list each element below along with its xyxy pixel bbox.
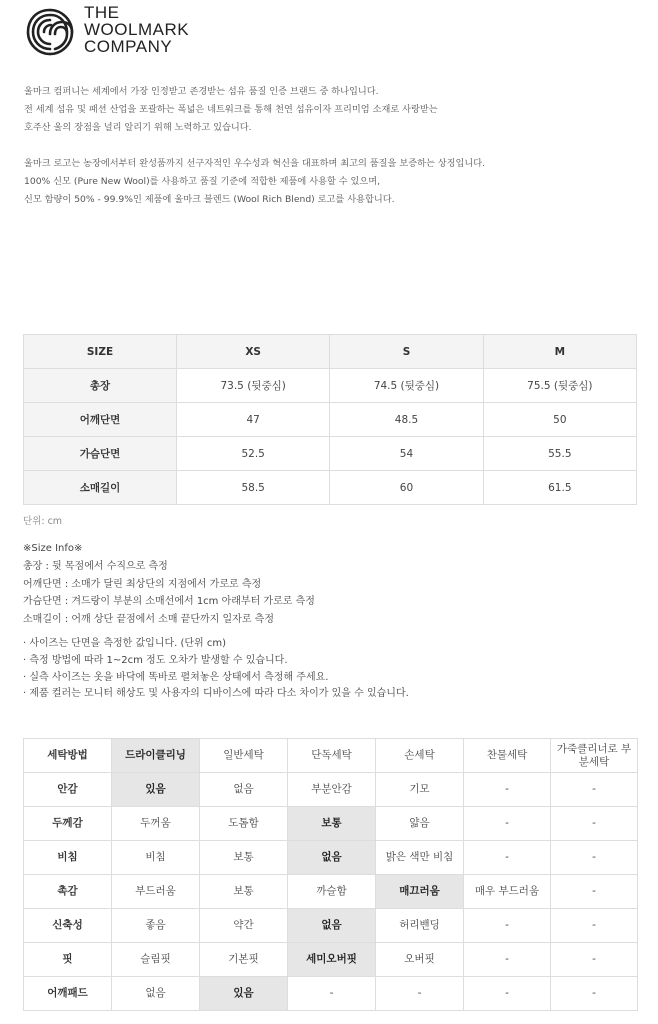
fabric-table-header <box>24 739 638 773</box>
fabric-cell: 보통 <box>200 841 288 875</box>
size-header-cell: SIZE <box>24 335 177 369</box>
fabric-table-row <box>24 977 638 1011</box>
fabric-cell: - <box>551 841 638 875</box>
fabric-row-label: 비침 <box>24 841 112 875</box>
note-line: · 실측 사이즈는 옷을 바닥에 똑바로 펼쳐놓은 상태에서 측정해 주세요. <box>23 671 329 683</box>
fabric-cell: - <box>464 773 551 807</box>
fabric-cell: 두꺼움 <box>112 807 200 841</box>
size-info-line: 가슴단면 : 겨드랑이 부분의 소매선에서 1cm 아래부터 가로로 측정 <box>23 596 315 608</box>
unit-label: 단위: cm <box>23 516 63 527</box>
intro-paragraph-2 <box>24 155 485 209</box>
logo-wordmark <box>84 4 214 55</box>
fabric-cell: 까슬함 <box>288 875 376 909</box>
size-cell: 50 <box>483 403 636 437</box>
size-cell: 54 <box>330 437 483 471</box>
fabric-cell: - <box>464 977 551 1011</box>
fabric-cell: 매우 부드러움 <box>464 875 551 909</box>
intro-paragraph-1 <box>24 83 438 137</box>
fabric-cell: 비침 <box>112 841 200 875</box>
woolmark-icon <box>24 6 76 58</box>
fabric-header-cell: 세탁방법 <box>24 739 112 773</box>
fabric-row-label: 안감 <box>24 773 112 807</box>
size-row-label: 어깨단면 <box>24 403 177 437</box>
fabric-row-label: 두께감 <box>24 807 112 841</box>
fabric-cell: - <box>464 807 551 841</box>
fabric-cell: 기모 <box>376 773 464 807</box>
fabric-row-label: 핏 <box>24 943 112 977</box>
size-header-cell: M <box>483 335 636 369</box>
size-table <box>23 334 637 505</box>
size-row-label: 가슴단면 <box>24 437 177 471</box>
fabric-cell: 얇음 <box>376 807 464 841</box>
intro-line: 울마크 컴퍼니는 세계에서 가장 인정받고 존경받는 섬유 품질 인증 브랜드 중 하나입니다. <box>24 86 379 97</box>
intro-line: 울마크 로고는 농장에서부터 완성품까지 선구자적인 우수성과 혁신을 대표하며 최고의 품질을 보증하는 상징입니다. <box>24 158 486 169</box>
fabric-cell: - <box>376 977 464 1011</box>
size-cell: 73.5 (뒷중심) <box>177 369 330 403</box>
size-table-row <box>24 403 637 437</box>
fabric-cell: - <box>551 807 638 841</box>
fabric-cell: 약간 <box>200 909 288 943</box>
fabric-table-row <box>24 909 638 943</box>
fabric-header-cell: 일반세탁 <box>200 739 288 773</box>
fabric-cell: 좋음 <box>112 909 200 943</box>
size-cell: 58.5 <box>177 471 330 505</box>
fabric-table-row <box>24 841 638 875</box>
woolmark-logo <box>24 4 204 58</box>
size-table-row <box>24 437 637 471</box>
size-info-title: ※Size Info※ <box>23 543 83 554</box>
fabric-row-label: 촉감 <box>24 875 112 909</box>
fabric-info-table <box>23 738 638 1011</box>
size-info <box>23 540 315 629</box>
intro-line: 100% 신모 (Pure New Wool)를 사용하고 품질 기준에 적합한 제품에 사용할 수 있으며, <box>24 176 381 187</box>
size-row-label: 소매길이 <box>24 471 177 505</box>
intro-line: 전 세계 섬유 및 패션 산업을 포괄하는 폭넓은 네트워크를 통해 천연 섬유이자 프리미엄 소재로 사랑받는 <box>24 104 438 115</box>
fabric-cell: 밝은 색만 비침 <box>376 841 464 875</box>
fabric-cell: - <box>464 841 551 875</box>
size-cell: 75.5 (뒷중심) <box>483 369 636 403</box>
size-cell: 55.5 <box>483 437 636 471</box>
fabric-cell: - <box>288 977 376 1011</box>
size-notes <box>23 636 409 703</box>
fabric-header-cell: 드라이클리닝 <box>112 739 200 773</box>
fabric-header-cell: 단독세탁 <box>288 739 376 773</box>
size-header-cell: S <box>330 335 483 369</box>
note-line: · 측정 방법에 따라 1~2cm 정도 오차가 발생할 수 있습니다. <box>23 654 288 666</box>
size-info-line: 소매길이 : 어깨 상단 끝점에서 소매 끝단까지 일자로 측정 <box>23 614 274 626</box>
fabric-cell: - <box>464 943 551 977</box>
size-cell: 48.5 <box>330 403 483 437</box>
fabric-cell-selected: 매끄러움 <box>376 875 464 909</box>
fabric-cell: - <box>551 943 638 977</box>
size-cell: 61.5 <box>483 471 636 505</box>
fabric-table-row <box>24 807 638 841</box>
fabric-header-cell: 찬물세탁 <box>464 739 551 773</box>
fabric-cell: - <box>551 875 638 909</box>
fabric-cell: 기본핏 <box>200 943 288 977</box>
size-cell: 47 <box>177 403 330 437</box>
fabric-table-row <box>24 943 638 977</box>
logo-line-3: COMPANY <box>84 37 173 56</box>
fabric-cell: 허리밴딩 <box>376 909 464 943</box>
fabric-cell-selected: 없음 <box>288 909 376 943</box>
fabric-cell: - <box>551 909 638 943</box>
size-header-cell: XS <box>177 335 330 369</box>
size-info-line: 총장 : 뒷 목점에서 수직으로 측정 <box>23 560 168 572</box>
size-cell: 60 <box>330 471 483 505</box>
fabric-cell: 보통 <box>200 875 288 909</box>
logo-line-1: THE <box>84 3 120 22</box>
fabric-header-cell: 가죽클리너로 부분세탁 <box>551 739 638 773</box>
size-table-row <box>24 369 637 403</box>
fabric-cell: 도톰함 <box>200 807 288 841</box>
logo-line-2: WOOLMARK <box>84 20 190 39</box>
fabric-cell: - <box>551 977 638 1011</box>
size-table-header <box>24 335 637 369</box>
fabric-row-label: 어깨패드 <box>24 977 112 1011</box>
intro-line: 신모 함량이 50% - 99.9%인 제품에 울마크 블렌드 (Wool Rich Blend) 로고를 사용합니다. <box>24 194 395 205</box>
fabric-cell-selected: 보통 <box>288 807 376 841</box>
fabric-cell: 부분안감 <box>288 773 376 807</box>
size-cell: 74.5 (뒷중심) <box>330 369 483 403</box>
fabric-cell: 부드러움 <box>112 875 200 909</box>
fabric-table-row <box>24 773 638 807</box>
fabric-cell: - <box>551 773 638 807</box>
fabric-cell-selected: 세미오버핏 <box>288 943 376 977</box>
size-cell: 52.5 <box>177 437 330 471</box>
size-table-row <box>24 471 637 505</box>
fabric-table-row <box>24 875 638 909</box>
fabric-cell-selected: 있음 <box>112 773 200 807</box>
note-line: · 제품 컬러는 모니터 해상도 및 사용자의 디바이스에 따라 다소 차이가 있을 수 있습니다. <box>23 688 409 700</box>
note-line: · 사이즈는 단면을 측정한 값입니다. (단위 cm) <box>23 638 227 649</box>
fabric-cell-selected: 없음 <box>288 841 376 875</box>
fabric-cell: 없음 <box>200 773 288 807</box>
fabric-cell: - <box>464 909 551 943</box>
size-row-label: 총장 <box>24 369 177 403</box>
fabric-header-cell: 손세탁 <box>376 739 464 773</box>
fabric-cell: 오버핏 <box>376 943 464 977</box>
intro-line: 호주산 울의 장점을 널리 알리기 위해 노력하고 있습니다. <box>24 122 252 133</box>
size-info-line: 어깨단면 : 소매가 달린 최상단의 지점에서 가로로 측정 <box>23 578 262 590</box>
fabric-cell: 슬림핏 <box>112 943 200 977</box>
fabric-cell: 없음 <box>112 977 200 1011</box>
fabric-row-label: 신축성 <box>24 909 112 943</box>
fabric-cell-selected: 있음 <box>200 977 288 1011</box>
